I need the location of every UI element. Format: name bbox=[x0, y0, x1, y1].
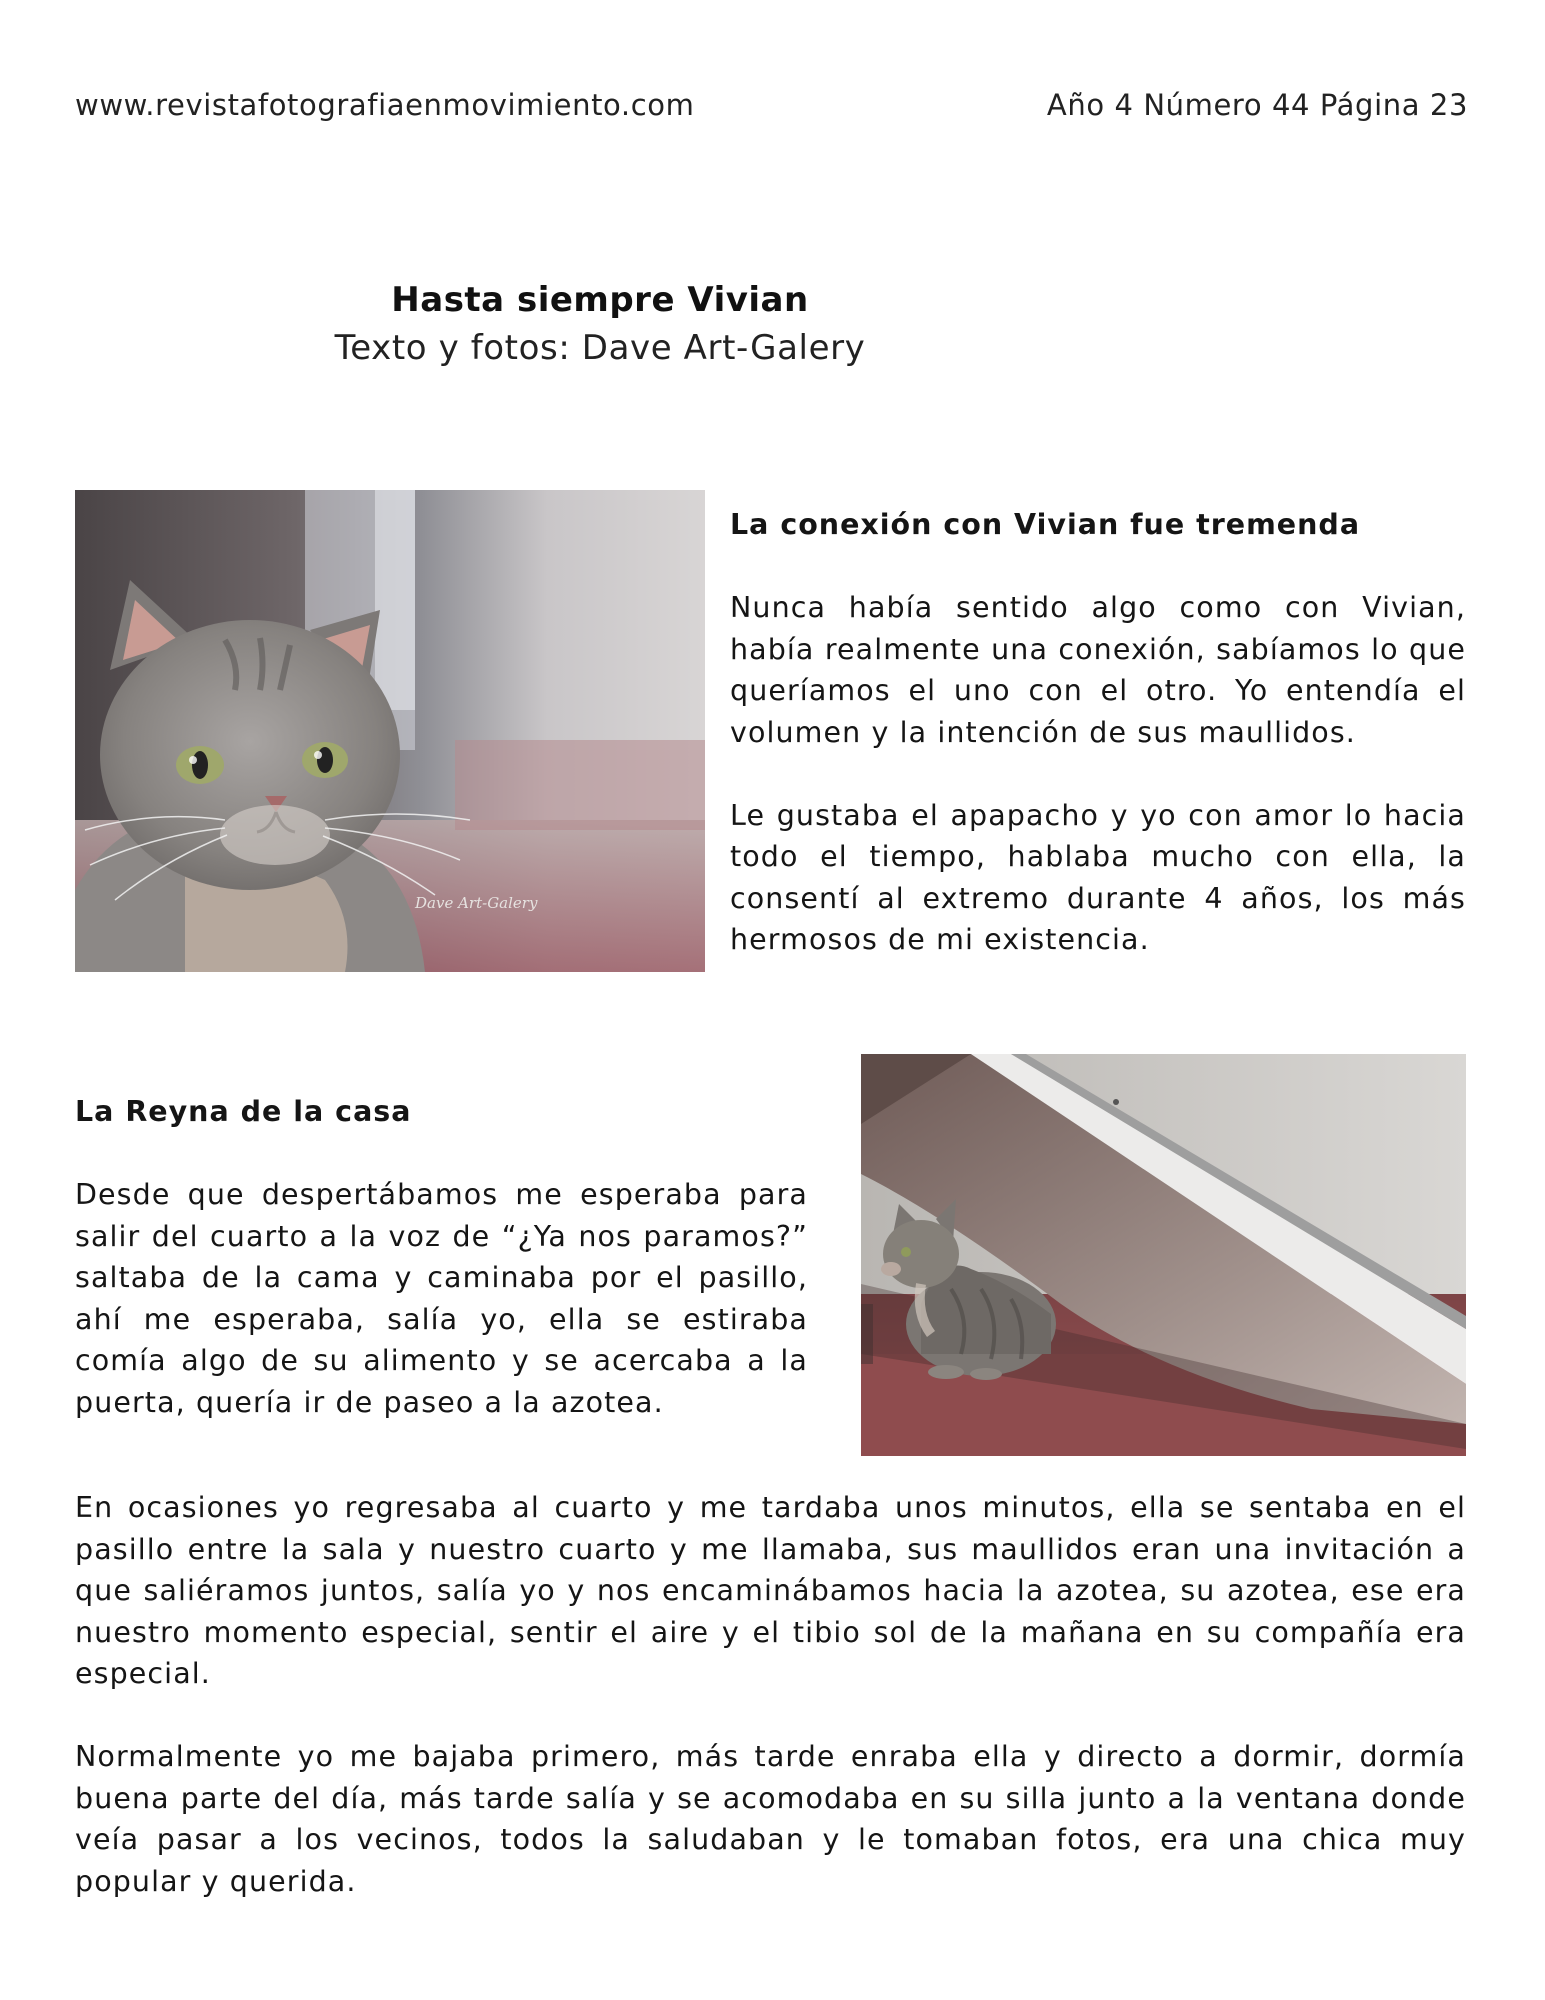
section-connection-paragraph: Nunca había sentido algo como con Vivian, había realmente una conexión, sabíamos lo que queríamos el uno con el otro. Yo entendía el volumen y la intención de sus maullidos. bbox=[730, 591, 1466, 749]
cat-portrait-illustration bbox=[75, 490, 705, 972]
magazine-website[interactable]: www.revistafotografiaenmovimiento.com bbox=[75, 88, 695, 122]
section-connection-heading: La conexión con Vivian fue tremenda bbox=[730, 508, 1361, 541]
cat-rooftop-illustration bbox=[861, 1054, 1466, 1456]
section-queen-paragraph: Desde que despertábamos me esperaba para salir del cuarto a la voz de “¿Ya nos paramos?” saltaba de la cama y caminaba por el pasillo, ahí me esperaba, salía yo, ella se estiraba comía algo de su alimento y se acercaba a la puerta, quería ir de paseo a la azotea. bbox=[75, 1178, 808, 1419]
cat-portrait-photo bbox=[75, 490, 705, 972]
section-mornings-paragraph: Normalmente yo me bajaba primero, más tarde enraba ella y directo a dormir, dormía buena parte del día, más tarde salía y se acomodaba en su silla junto a la ventana donde veía pasar a los vecinos, todos la saludaban y le tomaban fotos, era una chica muy popular y querida. bbox=[75, 1740, 1466, 1898]
section-mornings-paragraph: En ocasiones yo regresaba al cuarto y me tardaba unos minutos, ella se sentaba en el pasillo entre la sala y nuestro cuarto y me llamaba, sus maullidos eran una invitación a que saliéramos juntos, salía yo y nos encaminábamos hacia la azotea, su azotea, ese era nuestro momento especial, sentir el aire y el tibio sol de la mañana en su compañía era especial. bbox=[75, 1491, 1466, 1690]
section-connection bbox=[730, 504, 1466, 961]
issue-page-info: Año 4 Número 44 Página 23 bbox=[1046, 88, 1468, 122]
article-title-block bbox=[0, 280, 1200, 368]
article-byline: Texto y fotos: Dave Art-Galery bbox=[334, 328, 866, 368]
cat-rooftop-photo bbox=[861, 1054, 1466, 1456]
section-mornings bbox=[75, 1487, 1466, 1902]
section-queen-heading: La Reyna de la casa bbox=[75, 1095, 412, 1128]
section-connection-paragraph: Le gustaba el apapacho y yo con amor lo hacia todo el tiempo, hablaba mucho con ella, la consentí al extremo durante 4 años, los más hermosos de mi existencia. bbox=[730, 798, 1466, 956]
photo-watermark: Dave Art-Galery bbox=[415, 894, 538, 912]
article-title: Hasta siempre Vivian bbox=[391, 280, 809, 320]
section-queen bbox=[75, 1091, 808, 1423]
